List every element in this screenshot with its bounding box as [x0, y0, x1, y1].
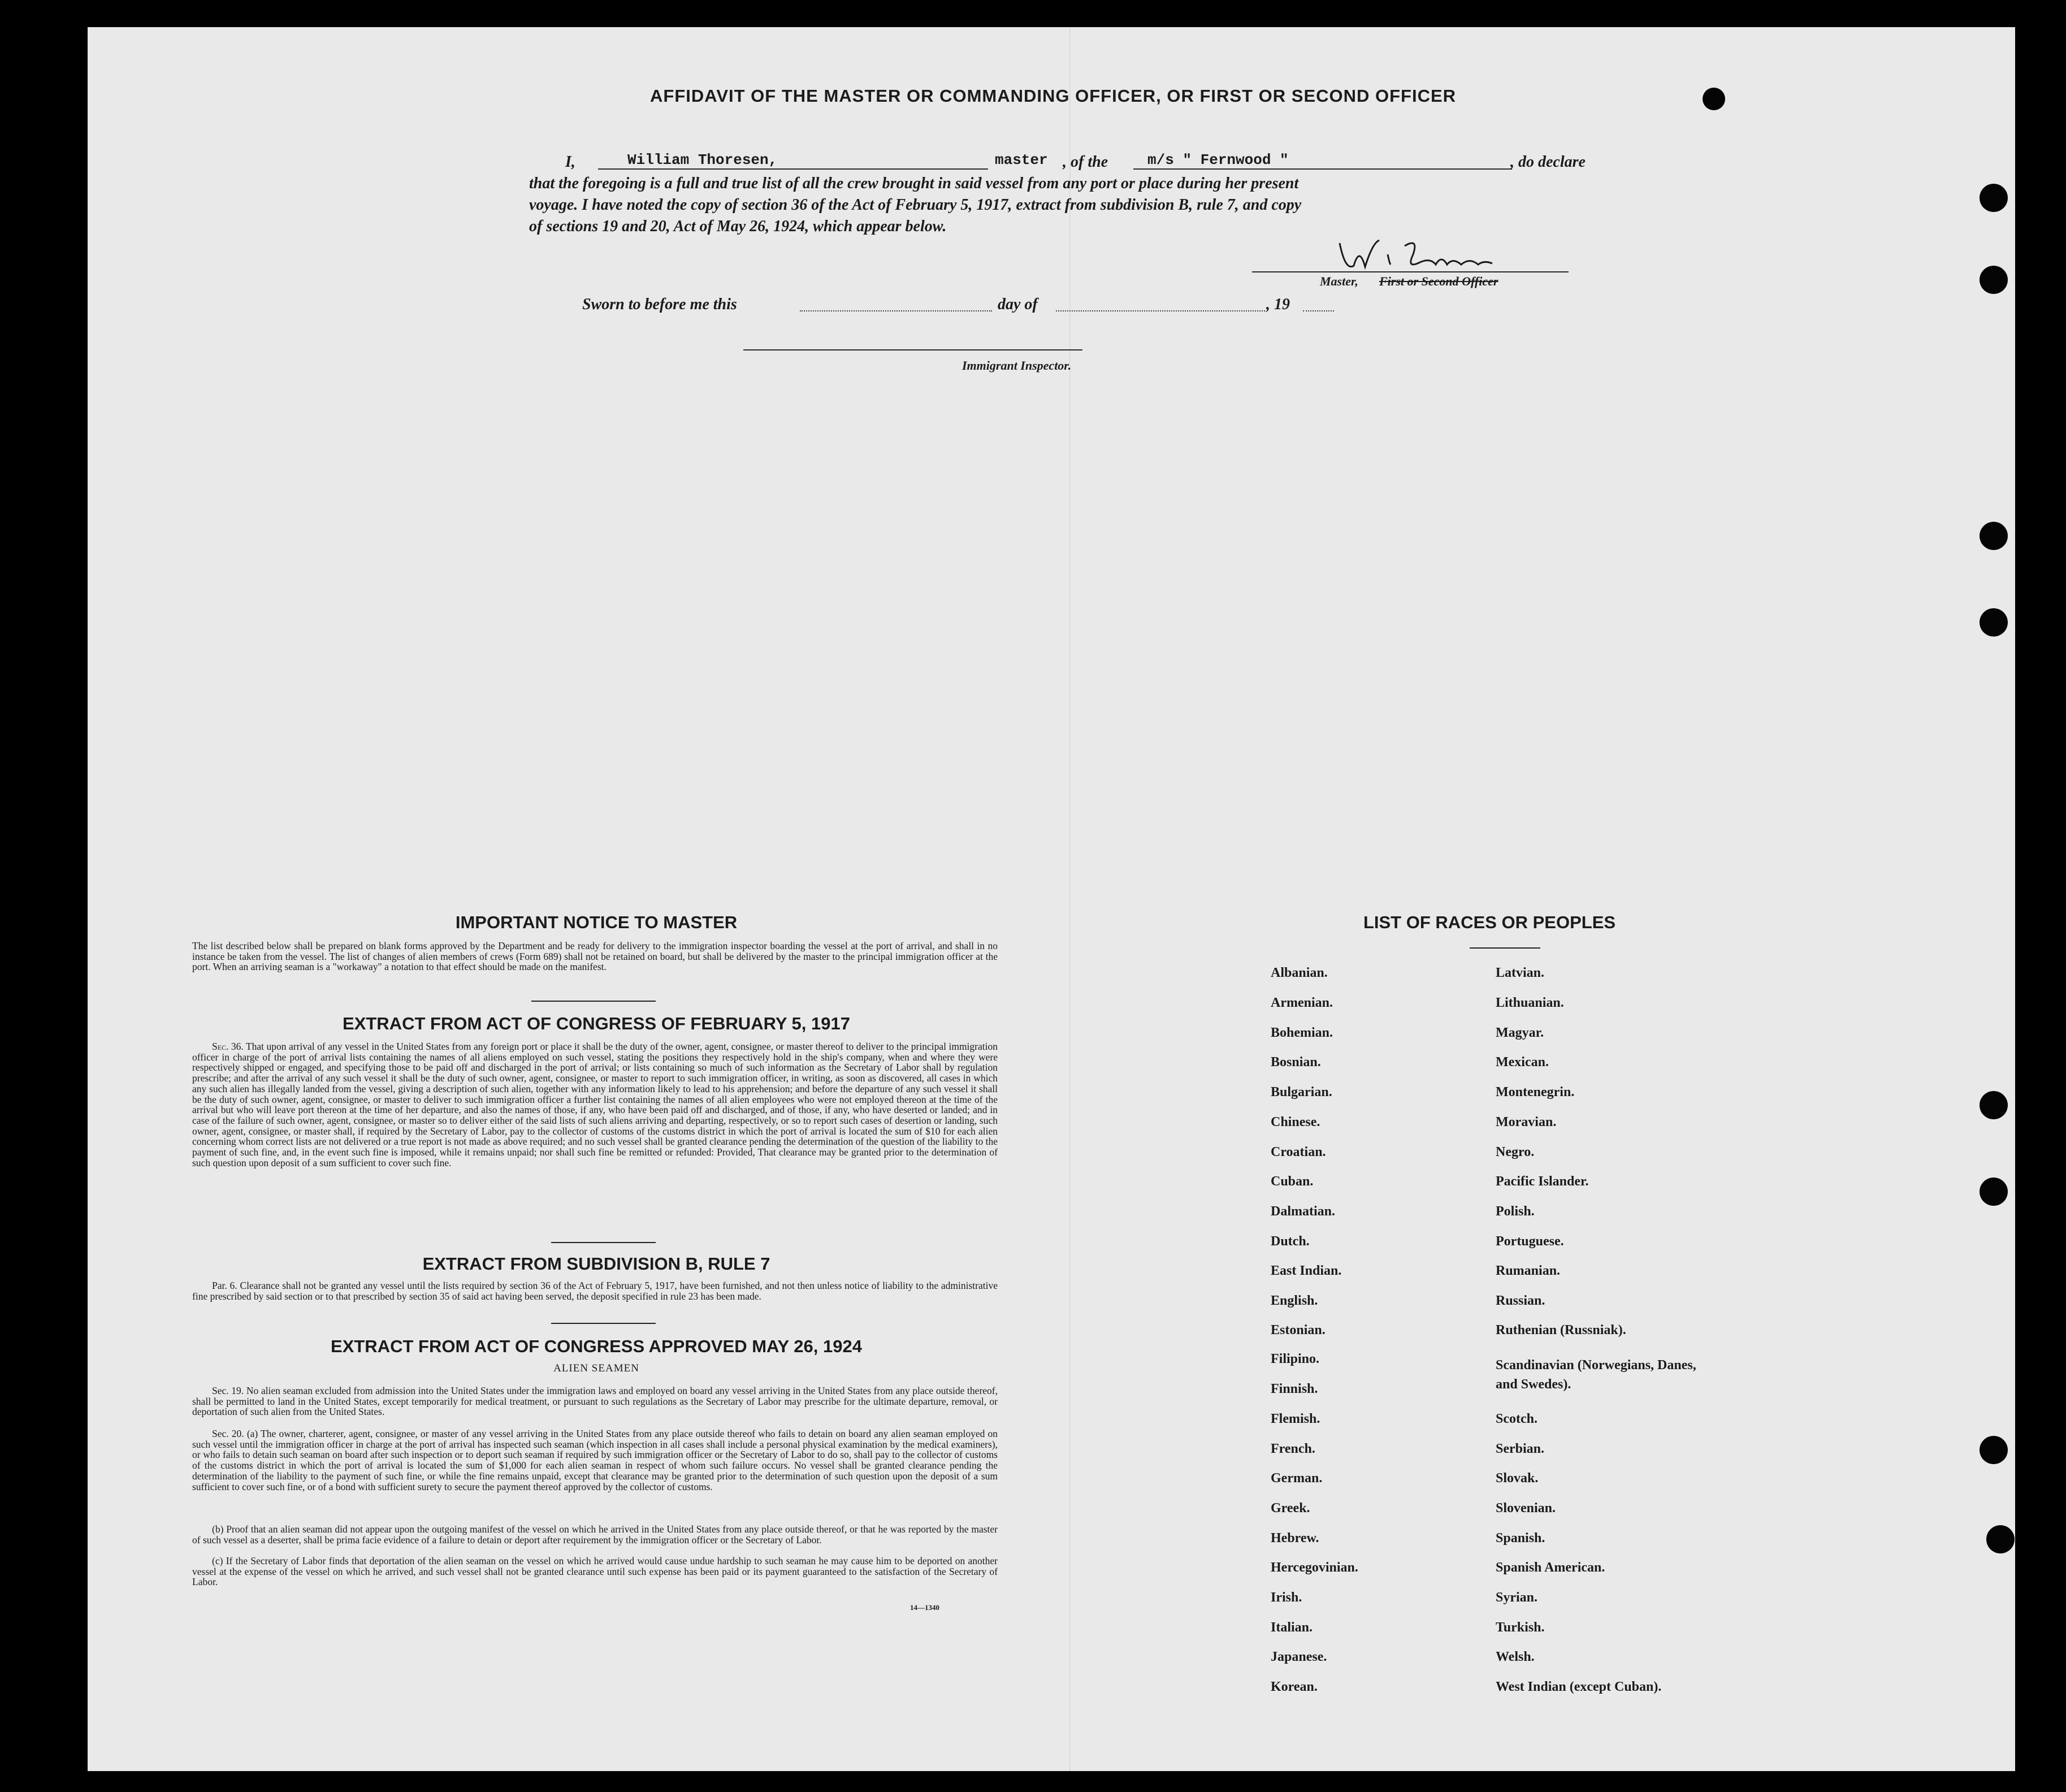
divider — [531, 1001, 656, 1002]
race-item: Greek. — [1271, 1501, 1310, 1516]
extract-rule7-title: EXTRACT FROM SUBDIVISION B, RULE 7 — [422, 1254, 770, 1274]
race-item: Hebrew. — [1271, 1531, 1319, 1546]
race-item: Flemish. — [1271, 1412, 1320, 1426]
race-item: Cuban. — [1271, 1174, 1314, 1189]
race-item: Welsh. — [1496, 1650, 1535, 1664]
punch-hole — [1980, 522, 2008, 550]
extract-1917-title: EXTRACT FROM ACT OF CONGRESS OF FEBRUARY 5, 1917 — [343, 1014, 850, 1033]
race-item: Magyar. — [1496, 1025, 1544, 1040]
inspector-caption: Immigrant Inspector. — [962, 358, 1072, 373]
race-item: Croatian. — [1271, 1145, 1326, 1159]
race-item: French. — [1271, 1442, 1315, 1456]
race-item: Italian. — [1271, 1620, 1313, 1635]
race-item: Serbian. — [1496, 1442, 1545, 1456]
name-line — [598, 168, 988, 170]
race-item: Slovak. — [1496, 1471, 1539, 1486]
of-the-label: , of the — [1063, 153, 1108, 171]
day-of-label: day of — [998, 296, 1038, 313]
vessel-name-value: m/s " Fernwood " — [1147, 152, 1289, 168]
extract-1924-title: EXTRACT FROM ACT OF CONGRESS APPROVED MAY 26, 1924 — [331, 1336, 862, 1356]
year-label: , 19 — [1266, 296, 1290, 313]
race-item: Estonian. — [1271, 1323, 1326, 1337]
race-item: Bulgarian. — [1271, 1085, 1332, 1100]
race-item: Lithuanian. — [1496, 995, 1564, 1010]
extract-rule7-body: Par. 6. Clearance shall not be granted any vessel until the lists required by section 36 of the Act of February 5, 1917, have been furnished, and not then unless notice of liability to the administrative fine prescribed by said section or to that prescribed by section 35 of said act having been served, the deposit specified in rule 23 has been made. — [192, 1280, 998, 1302]
notice-title: IMPORTANT NOTICE TO MASTER — [455, 912, 738, 932]
race-item: English. — [1271, 1293, 1318, 1308]
punch-hole — [1986, 1525, 2015, 1553]
sworn-month-line — [1056, 310, 1265, 311]
race-item: Irish. — [1271, 1590, 1302, 1605]
document-page — [88, 27, 2015, 1771]
page-fold — [1069, 27, 1071, 1771]
master-name-value: William Thoresen, — [627, 152, 778, 168]
race-item: Turkish. — [1496, 1620, 1545, 1635]
sec-36-text: That upon arrival of any vessel in the United States from any foreign port or place it shall be the duty of the owner, agent, consignee, or master thereof to deliver to the principal immigration officer in charge of the port of arrival lists containing the names of all aliens employed on such vessel, stating the positions they respectively hold in the ship's company, when and where they were respectively shipped or engaged, and specifying those to be paid off and discharged in the port of arrival; or lists containing so much of such information as the Secretary of Labor shall by regulation prescribe; and after the arrival of any such vessel it shall be the duty of such owner, agent, consignee, or master to report to such immigration officer, in writing, as soon as discovered, all cases in which any such alien has illegally landed from the vessel, giving a description of such alien, together with any information likely to lead to his apprehension; and before the departure of any such vessel it shall be the duty of such owner, agent, consignee, or master to deliver to such immigration officer a further list containing the names of all alien employees who were not employed thereon at the time of the arrival but who will leave port thereon at the time of her departure, and also the names of those, if any, who have been paid off and discharged, and of those, if any, who have deserted or landed; and in case of the failure of such owner, agent, consignee, or master so to deliver either of the said lists of such aliens arriving and departing, respectively, or so to report such cases of desertion or landing, such owner, agent, consignee, or master shall, if required by the Secretary of Labor, pay to the collector of customs of the customs district in which the port of arrival is located the sum of $10 for each alien concerning whom correct lists are not delivered or a true report is not made as above required; and no such vessel shall be granted clearance pending the determination of the question of the liability to the payment of such fine, and, in the event such fine is imposed, while it remains unpaid; nor shall such fine be remitted or refunded: Provided, That clearance may be granted prior to the determination of such question upon deposit of a sum sufficient to cover such fine. — [192, 1041, 998, 1168]
race-item: Spanish American. — [1496, 1560, 1605, 1575]
sec-20b-text: (b) Proof that an alien seaman did not appear upon the outgoing manifest of the vessel on which he arrived in the United States from any place outside thereof, or that he was reported by the master of such vessel as a deserter, shall be prima facie evidence of a failure to detain or deport after requirement by the immigration officer or the Secretary of Labor. — [192, 1523, 998, 1546]
race-item: Chinese. — [1271, 1115, 1320, 1129]
divider — [1470, 947, 1540, 949]
race-item: Korean. — [1271, 1680, 1318, 1694]
sworn-year-line — [1303, 310, 1334, 311]
race-item: Portuguese. — [1496, 1234, 1564, 1249]
master-signature — [1334, 232, 1498, 277]
race-item: Pacific Islander. — [1496, 1174, 1589, 1189]
sig-caption-struck: First or Second Officer — [1379, 274, 1498, 288]
race-item: Filipino. — [1271, 1352, 1320, 1366]
sworn-label: Sworn to before me this — [582, 296, 737, 313]
races-title: LIST OF RACES OR PEOPLES — [1363, 912, 1616, 932]
race-item: Dutch. — [1271, 1234, 1310, 1249]
race-item: Bosnian. — [1271, 1055, 1321, 1070]
race-item: Syrian. — [1496, 1590, 1538, 1605]
affidavit-line-4: of sections 19 and 20, Act of May 26, 1924, which appear below. — [529, 218, 947, 235]
affidavit-line-3: voyage. I have noted the copy of section 36 of the Act of February 5, 1917, extract from subdivision B, rule 7, and copy — [529, 196, 1302, 214]
race-item: Armenian. — [1271, 995, 1333, 1010]
race-item: Bohemian. — [1271, 1025, 1333, 1040]
sec-19-text: Sec. 19. No alien seaman excluded from admission into the United States under the immigration laws and employed on board any vessel arriving in the United States from any place outside thereof, shall be permitted to land in the United States, except temporarily for medical treatment, or pursuant to such regulations as the Secretary of Labor may prescribe for the ultimate departure, removal, or deportation of such alien from the United States. — [192, 1385, 998, 1418]
punch-hole — [1980, 1091, 2008, 1119]
sworn-day-line — [800, 310, 992, 311]
divider — [551, 1323, 656, 1324]
signature-line — [1252, 271, 1569, 272]
punch-hole — [1980, 266, 2008, 294]
inspector-line — [743, 349, 1082, 350]
race-item: Dalmatian. — [1271, 1204, 1335, 1219]
punch-hole — [1980, 1178, 2008, 1206]
race-item: Slovenian. — [1496, 1501, 1556, 1516]
punch-hole — [1980, 1436, 2008, 1464]
master-rank-value: master — [995, 152, 1048, 168]
affidavit-i: I, — [565, 153, 575, 171]
race-item: Russian. — [1496, 1293, 1545, 1308]
race-item: Latvian. — [1496, 966, 1545, 980]
race-item: Polish. — [1496, 1204, 1535, 1219]
race-item: Finnish. — [1271, 1382, 1318, 1396]
race-item: German. — [1271, 1471, 1323, 1486]
sig-caption-master: Master, — [1320, 274, 1358, 288]
race-item: Hercegovinian. — [1271, 1560, 1358, 1575]
race-item: Mexican. — [1496, 1055, 1549, 1070]
vessel-line — [1133, 168, 1512, 170]
race-item: Ruthenian (Russniak). — [1496, 1323, 1626, 1337]
sec-36-label: Sec. 36. — [212, 1041, 244, 1052]
extract-1917-body — [192, 1041, 998, 1168]
punch-hole — [1980, 608, 2008, 637]
race-item: Albanian. — [1271, 966, 1328, 980]
affidavit-line-2: that the foregoing is a full and true list of all the crew brought in said vessel from any port or place during her present — [529, 175, 1299, 192]
race-item: West Indian (except Cuban). — [1496, 1680, 1662, 1694]
affidavit-title: AFFIDAVIT OF THE MASTER OR COMMANDING OFFICER, OR FIRST OR SECOND OFFICER — [650, 86, 1457, 106]
race-item — [1496, 1356, 1710, 1394]
race-item: Spanish. — [1496, 1531, 1545, 1546]
race-item: Japanese. — [1271, 1650, 1327, 1664]
race-item: East Indian. — [1271, 1263, 1342, 1278]
sec-20a-text: Sec. 20. (a) The owner, charterer, agent, consignee, or master of any vessel arriving in the United States from any place outside thereof who fails to detain on board any alien seaman employed on such vessel until the immigration officer in charge at the port of arrival has inspected such seaman (which inspection in all cases shall include a personal physical examination by the medical examiners), or who fails to detain such seaman on board after such inspection or to deport such seaman if required by such immigration officer or the Secretary of Labor to do so, shall pay to the collector of customs of the customs district in which the port of arrival is located the sum of $1,000 for each alien seaman in respect of whom such failure occurs. No vessel shall be granted clearance pending the determination of the liability to the payment of such fine, or while the fine remains unpaid, except that clearance may be granted prior to the determination of such question upon the deposit of a sum sufficient to cover such fine, or of a bond with sufficient surety to secure the payment thereof approved by the collector of customs. — [192, 1428, 998, 1492]
race-item: Scotch. — [1496, 1412, 1537, 1426]
extract-1924-subtitle: ALIEN SEAMEN — [553, 1362, 639, 1374]
race-item: Montenegrin. — [1496, 1085, 1575, 1100]
divider — [551, 1242, 656, 1243]
form-number: 14—1340 — [910, 1603, 939, 1612]
race-item: Rumanian. — [1496, 1263, 1561, 1278]
sec-20c-text: (c) If the Secretary of Labor finds that deportation of the alien seaman on the vessel on which he arrived would cause undue hardship to such seaman he may cause him to be deported on another vessel at the expense of the vessel on which he arrived, and such vessel shall not be granted clearance until such expense has been paid or its payment guaranteed to the satisfaction of the Secretary of Labor. — [192, 1555, 998, 1588]
race-item-text: Scandinavian (Norwegians, Danes, and Swedes). — [1496, 1358, 1696, 1392]
race-item: Moravian. — [1496, 1115, 1557, 1129]
notice-body: The list described below shall be prepared on blank forms approved by the Department and be ready for delivery to the immigration inspector boarding the vessel at the port of arrival, and shall in no instance be taken from the vessel. The list of changes of alien members of crews (Form 689) shall not be retained on board, but shall be delivered by the master to the principal immigration officer at the port. When an arriving seaman is a "workaway" a notation to that effect should be made on the manifest. — [192, 940, 998, 973]
do-declare-label: , do declare — [1510, 153, 1586, 171]
race-item: Negro. — [1496, 1145, 1535, 1159]
punch-hole — [1980, 184, 2008, 212]
punch-hole — [1703, 88, 1725, 110]
